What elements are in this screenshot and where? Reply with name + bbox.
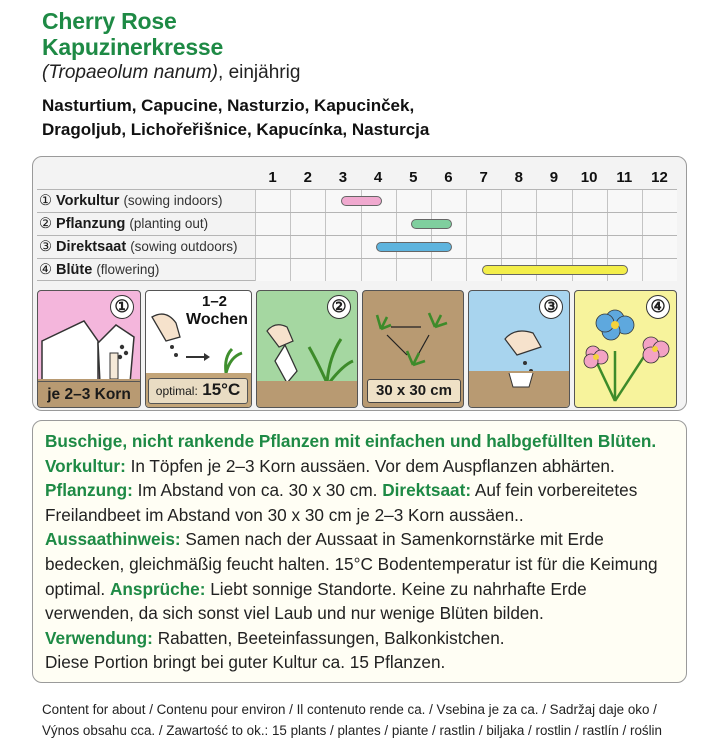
latin-name-line (42, 62, 300, 84)
headline: Buschige, nicht rankende Pflanzen mit einfachen und halbgefüllten Blüten. (45, 431, 657, 451)
latin-name: (Tropaeolum nanum) (42, 62, 219, 83)
month-label: 11 (616, 169, 633, 186)
step-number-4: ④ (646, 295, 670, 319)
portion-text: Diese Portion bringt bei guter Kultur ca. 15 Pflanzen. (45, 652, 446, 673)
period-bar (376, 242, 452, 252)
verwendung-text: Rabatten, Beeteinfassungen, Balkonkistchen. (152, 627, 505, 648)
month-cell (536, 236, 571, 258)
month-cell (255, 236, 290, 258)
calendar-row-label (37, 259, 255, 280)
month-cell (536, 190, 571, 212)
month-cell (536, 213, 571, 235)
month-cell (642, 190, 677, 212)
weeks-label: Wochen (186, 311, 248, 328)
step-english: (sowing indoors) (123, 193, 223, 208)
month-cell (501, 213, 536, 235)
ansprueche-label: Ansprüche: (109, 578, 206, 599)
month-cell (642, 259, 677, 281)
product-name-line2: Kapuzinerkresse (42, 34, 224, 60)
month-cell (466, 236, 501, 258)
illustration-planting (256, 290, 358, 408)
product-title (42, 8, 223, 60)
month-cell (607, 213, 642, 235)
direktsaat-label: Direktsaat: (382, 480, 472, 501)
calendar-row-label (37, 190, 255, 212)
month-cell (572, 236, 607, 258)
pflanzung-text: Im Abstand von ca. 30 x 30 cm. (132, 480, 383, 501)
month-cell (466, 190, 501, 212)
calendar-row (37, 258, 677, 281)
product-name-line1: Cherry Rose (42, 8, 177, 34)
month-cell (431, 259, 466, 281)
month-label: 5 (409, 169, 418, 186)
month-label: 2 (303, 169, 312, 186)
month-cell (361, 213, 396, 235)
period-bar (482, 265, 628, 275)
month-label: 1 (268, 169, 277, 186)
month-cell (642, 213, 677, 235)
step-number: ② (39, 216, 52, 232)
spacing-caption: 30 x 30 cm (367, 379, 461, 403)
month-cells (255, 213, 677, 235)
step-number: ① (39, 193, 52, 209)
optimal-temperature (148, 378, 248, 404)
month-label: 9 (549, 169, 559, 186)
month-label: 7 (479, 169, 488, 186)
month-cell (290, 190, 325, 212)
step-english: (planting out) (129, 216, 209, 231)
step-english: (sowing outdoors) (130, 239, 238, 254)
month-cell (325, 236, 360, 258)
month-cell (466, 213, 501, 235)
vorkultur-paragraph (45, 454, 676, 479)
step-name: Blüte (56, 262, 93, 278)
month-cells (255, 190, 677, 212)
month-cell (642, 236, 677, 258)
calendar-row (37, 189, 677, 212)
calendar-grid (37, 189, 677, 281)
seeds-per-pot: je 2–3 Korn (37, 381, 141, 408)
temp-prefix: optimal: (155, 384, 198, 398)
translated-names (42, 94, 429, 142)
month-label: 8 (514, 169, 523, 186)
month-label: 4 (373, 169, 383, 186)
month-cells (255, 236, 677, 258)
month-cell (325, 213, 360, 235)
illustration-direct-sowing (468, 290, 570, 408)
temp-value: 15°C (202, 380, 241, 399)
weeks-range: 1–2 (202, 293, 228, 310)
month-cell (290, 259, 325, 281)
direktsaat-text: Auf fein vorbereitetes Freilandbeet im Abstand von 30 x 30 cm je 2–3 Korn aussäen.. (45, 480, 638, 525)
month-cell (501, 236, 536, 258)
month-label: 12 (651, 169, 668, 186)
translations-line2: Dragoljub, Lichořeřišnice, Kapucínka, Nasturcja (42, 120, 430, 139)
aussaat-text: Samen nach der Aussaat in Samenkornstärke mit Erde bedecken, gleichmäßig feucht halten. 15°C Bodentemperatur ist für die Keimung optimal. (45, 529, 658, 599)
calendar-row-label (37, 213, 255, 235)
month-cell (255, 213, 290, 235)
month-cell (607, 236, 642, 258)
month-label: 6 (444, 169, 453, 186)
footer-line2: Výnos obsahu cca. / Zawartość to ok.: 15 plants / plantes / piante / rastlin / biljaka / rostlin / rastlín / roślin (42, 723, 662, 738)
month-cell (396, 259, 431, 281)
ansprueche-text: Liebt sonnige Standorte. Keine zu nahrhafte Erde verwenden, da sich sonst viel Laub und nur wenige Blüten bilden. (45, 578, 587, 624)
lifecycle: , einjährig (218, 62, 301, 83)
month-cell (431, 190, 466, 212)
calendar-row (37, 235, 677, 258)
step-number-2: ② (327, 295, 351, 319)
calendar-row-label (37, 236, 255, 258)
step-number: ③ (39, 239, 52, 255)
period-bar (411, 219, 451, 229)
verwendung-label: Verwendung: (45, 627, 153, 648)
aussaat-label: Aussaathinweis: (45, 529, 181, 550)
month-cell (361, 259, 396, 281)
vorkultur-text: In Töpfen je 2–3 Korn aussäen. Vor dem Auspflanzen abhärten. (125, 455, 615, 476)
month-cell (396, 190, 431, 212)
month-cell (607, 190, 642, 212)
step-number-1: ① (110, 295, 134, 319)
month-cell (290, 236, 325, 258)
step-name: Pflanzung (56, 216, 126, 232)
content-footer (42, 699, 702, 741)
month-label: 10 (580, 169, 598, 186)
step-english: (flowering) (96, 262, 160, 277)
month-cell (501, 190, 536, 212)
period-bar (341, 196, 381, 206)
month-cell (255, 190, 290, 212)
step-number-3: ③ (539, 295, 563, 319)
pflanzung-label: Pflanzung: (45, 480, 133, 501)
month-label: 3 (338, 169, 348, 186)
footer-line1: Content for about / Contenu pour environ / Il contenuto rende ca. / Vsebina je za ca. / Sadržaj daje oko / (42, 702, 657, 717)
step-name: Direktsaat (56, 239, 127, 255)
description-panel (32, 420, 687, 683)
month-cell (572, 190, 607, 212)
calendar-row (37, 212, 677, 235)
month-cells (255, 259, 677, 281)
vorkultur-label: Vorkultur: (45, 455, 126, 476)
illustration-germination (145, 290, 252, 408)
month-cell (290, 213, 325, 235)
month-cell (255, 259, 290, 281)
month-header (255, 167, 677, 189)
translations-line1: Nasturtium, Capucine, Nasturzio, Kapucinček, (42, 96, 415, 115)
illustration-spacing (362, 290, 464, 408)
pflanzung-paragraph (45, 478, 676, 527)
illustration-sowing (37, 290, 141, 408)
step-name: Vorkultur (56, 193, 120, 209)
month-cell (572, 213, 607, 235)
month-cell (325, 259, 360, 281)
verwendung-paragraph (45, 626, 676, 651)
aussaat-paragraph (45, 527, 676, 625)
illustration-flowering (574, 290, 677, 408)
step-number: ④ (39, 262, 52, 278)
